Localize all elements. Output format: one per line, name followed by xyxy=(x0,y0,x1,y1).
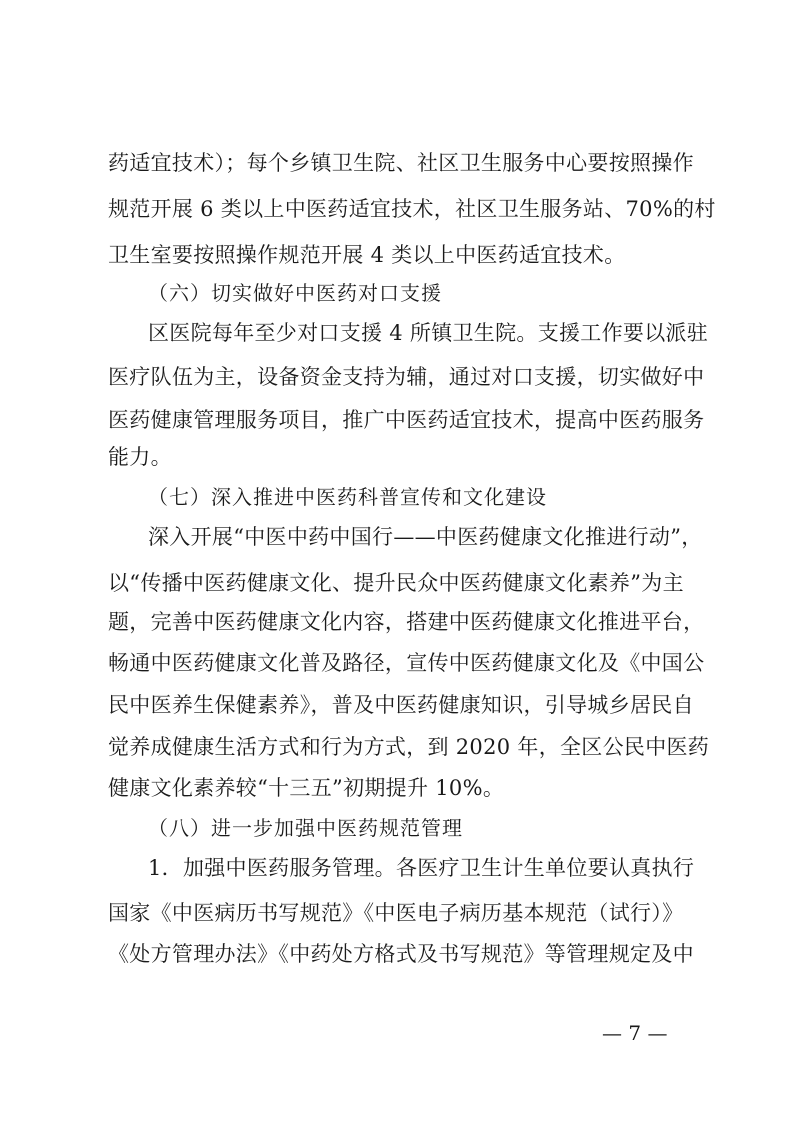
page-number: — 7 — xyxy=(602,1021,668,1045)
section-heading-7: （七）深入推进中医药科普宣传和文化建设 xyxy=(148,485,547,509)
body-line: 医药健康管理服务项目，推广中医药适宜技术，提高中医药服务 xyxy=(108,408,705,432)
body-line: 医疗队伍为主，设备资金支持为辅，通过对口支援，切实做好中 xyxy=(108,365,705,389)
body-line: 深入开展“中医中药中国行——中医药健康文化推进行动”， xyxy=(148,525,703,549)
body-line: 国家《中医病历书写规范》《中医电子病历基本规范（试行）》 xyxy=(108,901,684,925)
body-line: 规范开展 6 类以上中医药适宜技术，社区卫生服务站、70%的村 xyxy=(108,197,716,221)
body-line: 1．加强中医药服务管理。各医疗卫生计生单位要认真执行 xyxy=(148,856,695,880)
section-heading-8: （八）进一步加强中医药规范管理 xyxy=(148,816,463,840)
body-line: 能力。 xyxy=(108,445,172,469)
section-heading-6: （六）切实做好中医药对口支援 xyxy=(148,281,442,305)
body-line: 药适宜技术）；每个乡镇卫生院、社区卫生服务中心要按照操作 xyxy=(108,151,694,175)
body-line: 区医院每年至少对口支援 4 所镇卫生院。支援工作要以派驻 xyxy=(148,321,709,345)
body-line: 题，完善中医药健康文化内容，搭建中医药健康文化推进平台， xyxy=(108,610,705,634)
body-line: 卫生室要按照操作规范开展 4 类以上中医药适宜技术。 xyxy=(108,243,626,267)
body-line: 畅通中医药健康文化普及路径，宣传中医药健康文化及《中国公 xyxy=(108,651,705,675)
body-line: 以“传播中医药健康文化、提升民众中医药健康文化素养”为主 xyxy=(108,571,684,595)
body-line: 健康文化素养较“十三五”初期提升 10%。 xyxy=(108,776,505,800)
body-line: 《处方管理办法》《中药处方格式及书写规范》等管理规定及中 xyxy=(108,942,694,966)
body-line: 民中医养生保健素养》，普及中医药健康知识，引导城乡居民自 xyxy=(108,693,694,717)
body-line: 觉养成健康生活方式和行为方式，到 2020 年，全区公民中医药 xyxy=(108,735,710,759)
